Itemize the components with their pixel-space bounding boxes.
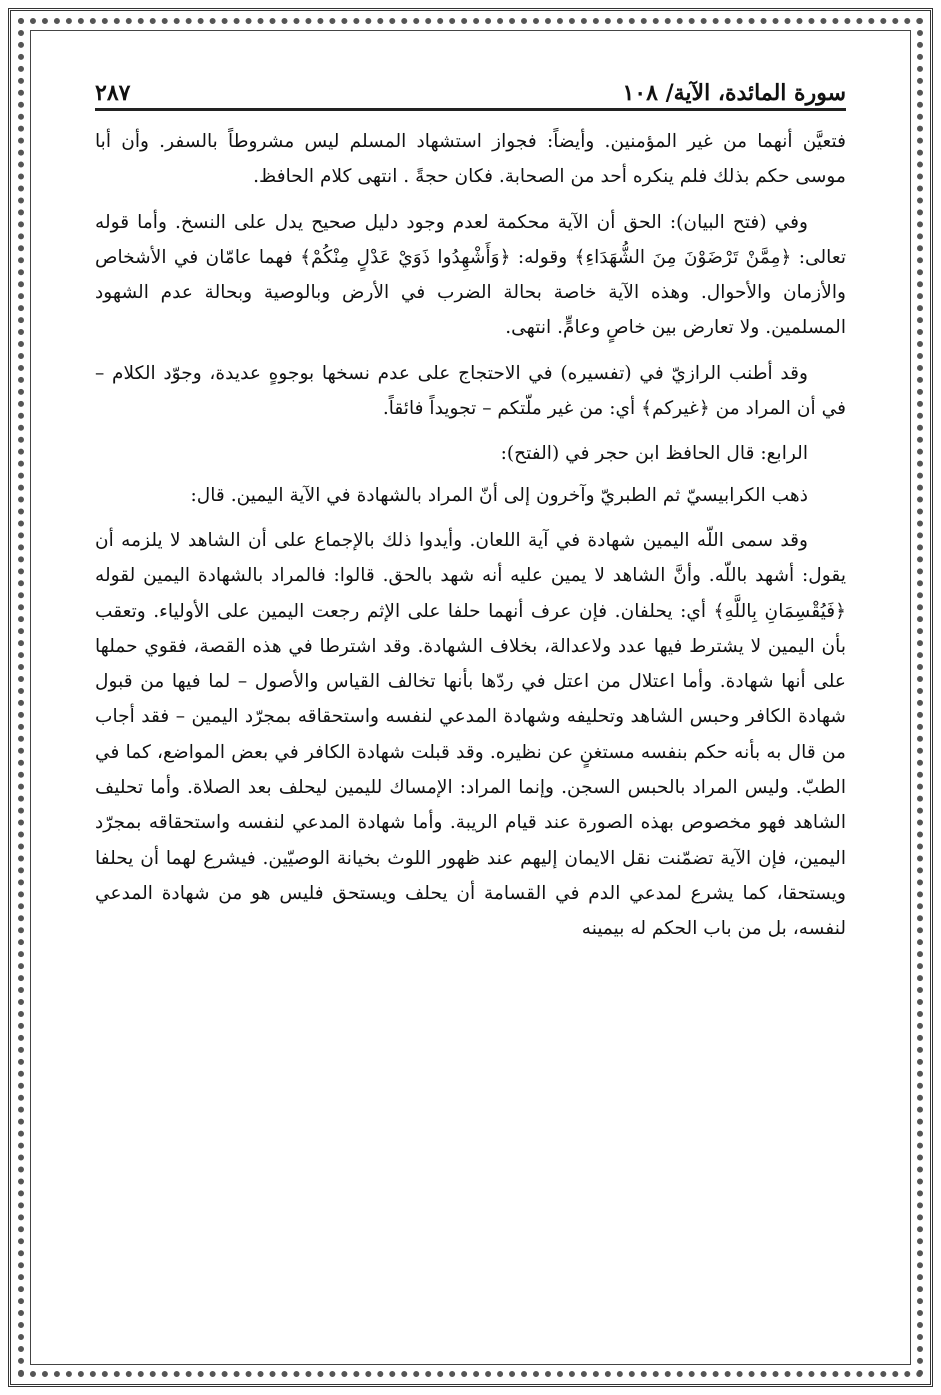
header-rule bbox=[95, 108, 846, 111]
running-title: سورة المائدة، الآية/ ١٠٨ bbox=[622, 80, 846, 106]
page-number: ٢٨٧ bbox=[95, 80, 131, 106]
paragraph: ذهب الكرابيسيّ ثم الطبريّ وآخرون إلى أنّ المراد بالشهادة في الآية اليمين. قال: bbox=[190, 484, 808, 506]
page-header bbox=[95, 66, 846, 106]
paragraph: وقد سمى اللّه اليمين شهادة في آية اللعان. وأيدوا ذلك بالإجماع على أن الشاهد لا يلزمه أن يقول: أشهد باللّه. وأنَّ الشاهد لا يمين عليه أنه شهد بالحق. قالوا: فالمراد بالشهادة اليمين لقوله ﴿فَيُقْسِمَانِ بِاللَّهِ﴾ أي: يحلفان. فإن عرف أنهما حلفا على الإثم رجعت اليمين على الأولياء. وتعقب بأن اليمين لا يشترط فيها عدد ولاعدالة، بخلاف الشهادة. وقد اشترطا في هذه القصة، فقوي حملها على أنها شهادة. وأما اعتلال من اعتل في ردّها بأنها تخالف القياس والأصول – لما فيها من قبول شهادة الكافر وحبس الشاهد وتحليفه وشهادة المدعي لنفسه واستحقاقه بمجرّد اليمين – فقد أجاب من قال به بأنه حكم بنفسه مستغنٍ عن نظيره. وقد قبلت شهادة الكافر في بعض المواضع، كما في الطبّ. وليس المراد بالحبس السجن. وإنما المراد: الإمساك لليمين ليحلف بعد الصلاة. وأما تحليف الشاهد فهو مخصوص بهذه الصورة عند قيام الريبة. وأما شهادة المدعي لنفسه واستحقاقه بمجرّد اليمين، فإن الآية تضمّنت نقل الايمان إليهم عند ظهور اللوث بخيانة الوصيّين. فيشرع لهما أن يحلفا ويستحقا، كما يشرع لمدعي الدم في القسامة أن يحلف ويستحق فليس هو من شهادة المدعي لنفسه، بل من باب الحكم له بيمينه bbox=[95, 529, 846, 940]
paragraph: فتعيَّن أنهما من غير المؤمنين. وأيضاً: فجواز استشهاد المسلم ليس مشروطاً بالسفر. وأن أبا موسى حكم بذلك فلم ينكره أحد من الصحابة. فكان حجةً . انتهى كلام الحافظ. bbox=[95, 131, 846, 188]
body-text bbox=[95, 124, 846, 1343]
paragraph: وفي (فتح البيان): الحق أن الآية محكمة لعدم وجود دليل صحيح يدل على النسخ. وأما قوله تعالى: ﴿مِمَّنْ تَرْضَوْنَ مِنَ الشُّهَدَاءِ﴾ وقوله: ﴿وَأَشْهِدُوا ذَوَيْ عَدْلٍ مِنْكُمْ﴾ فهما عامّان في الأشخاص والأزمان والأحوال. وهذه الآية خاصة بحالة الضرب في الأرض وبالوصية وبحالة عدم الشهود المسلمين. ولا تعارض بين خاصٍ وعامٍّ. انتهى. bbox=[95, 211, 846, 339]
section-heading: الرابع: قال الحافظ ابن حجر في (الفتح): bbox=[500, 443, 808, 465]
paragraph: وقد أطنب الرازيّ في (تفسيره) في الاحتجاج على عدم نسخها بوجوهٍ عديدة، وجوّد الكلام – في أن المراد من ﴿غيركم﴾ أي: من غير ملّتكم – تجويداً فائقاً. bbox=[95, 362, 846, 420]
